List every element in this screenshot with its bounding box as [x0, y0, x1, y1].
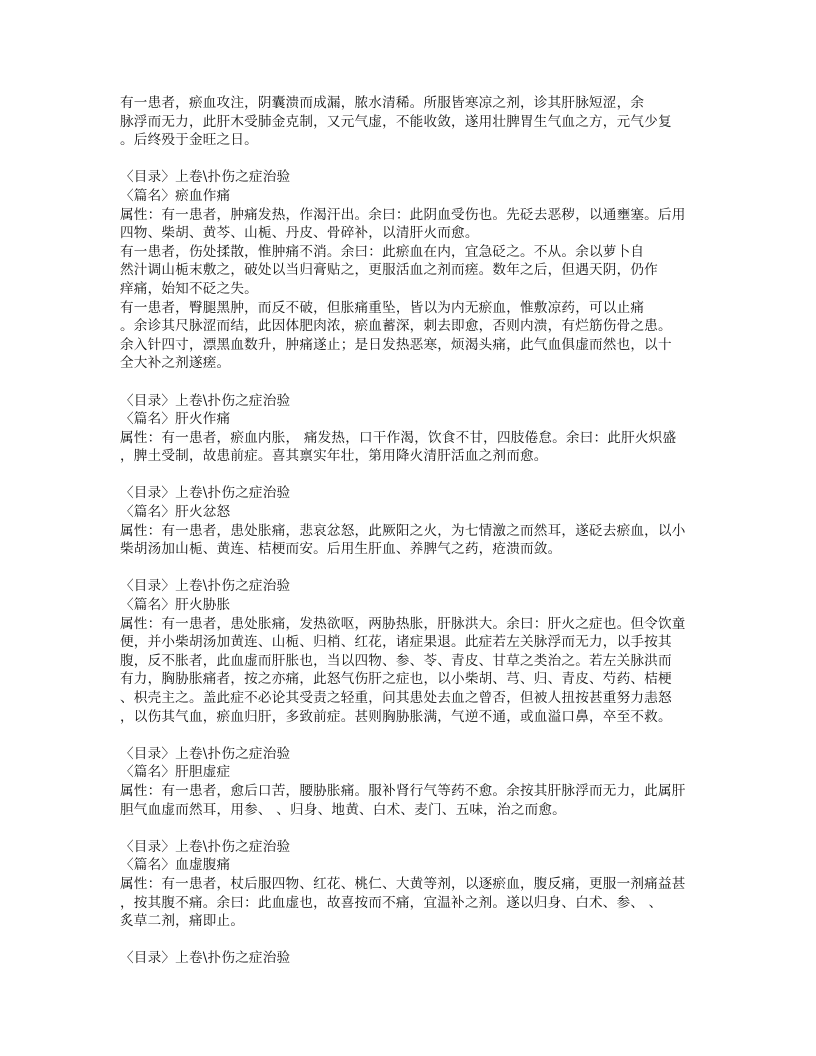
text-line: 有力，胸胁胀痛者，按之亦痛，此怒气伤肝之症也，以小柴胡、芎、归、青皮、芍药、桔梗 — [120, 671, 672, 688]
chapter-title: 〈篇名〉瘀血作痛 — [120, 187, 231, 204]
toc-heading: 〈目录〉上卷\扑伤之症治验 — [120, 838, 291, 855]
attribute-paragraph-line: 属性：有一患者，患处胀痛，悲哀忿怒，此厥阳之火，为七情激之而然耳，遂砭去瘀血，以小 — [120, 522, 686, 539]
attribute-paragraph-line: 属性：有一患者，杖后服四物、红花、桃仁、大黄等剂，以逐瘀血，腹反痛，更服一剂痛益甚 — [120, 875, 686, 892]
text-block — [120, 168, 700, 373]
text-line: 四物、柴胡、黄芩、山栀、丹皮、骨碎补，以清肝火而愈。 — [120, 225, 479, 242]
text-line: 全大补之剂遂瘥。 — [120, 355, 231, 372]
text-line: 痒痛，始知不砭之失。 — [120, 280, 258, 297]
text-block — [120, 577, 700, 726]
chapter-title: 〈篇名〉肝火忿怒 — [120, 504, 231, 521]
text-line: 然汁调山栀末敷之，破处以当归膏贴之，更服活血之剂而瘥。数年之后，但遇天阴，仍作 — [120, 262, 658, 279]
text-line: 有一患者，臀腿黑肿，而反不破，但胀痛重坠，皆以为内无瘀血，惟敷凉药，可以止痛 — [120, 299, 645, 316]
text-line: 炙草二剂，痛即止。 — [120, 913, 245, 930]
text-line: ，脾土受制，故患前症。喜其禀实年壮，第用降火清肝活血之剂而愈。 — [120, 448, 548, 465]
chapter-title: 〈篇名〉血虚腹痛 — [120, 857, 231, 874]
text-block — [120, 745, 700, 819]
text-line: 余入针四寸，漂黑血数升，肿痛遂止；是日发热恶寒，烦渴头痛，此气血俱虚而然也，以十 — [120, 336, 672, 353]
text-line: ，以伤其气血，瘀血归肝，多致前症。甚则胸胁胀满，气逆不通，或血溢口鼻，卒至不救。 — [120, 708, 672, 725]
text-line: 有一患者，瘀血攻注，阴囊溃而成漏，脓水清稀。所服皆寒凉之剂，诊其肝脉短涩，余 — [120, 95, 645, 111]
text-line: 胆气血虚而然耳，用参、 、归身、地黄、白术、麦门、五味，治之而愈。 — [120, 801, 566, 818]
text-block — [120, 392, 700, 466]
text-line: ，按其腹不痛。余曰：此血虚也，故喜按而不痛，宜温补之剂。遂以归身、白术、参、 、 — [120, 894, 663, 911]
attribute-paragraph-line: 属性：有一患者，患处胀痛，发热欲呕，两胁热胀，肝脉洪大。余曰：肝火之症也。但令饮童 — [120, 615, 686, 632]
toc-heading: 〈目录〉上卷\扑伤之症治验 — [120, 392, 291, 409]
text-block — [120, 949, 700, 968]
chapter-title: 〈篇名〉肝胆虚症 — [120, 764, 231, 781]
toc-heading: 〈目录〉上卷\扑伤之症治验 — [120, 950, 291, 967]
chapter-title: 〈篇名〉肝火作痛 — [120, 411, 231, 428]
text-block — [120, 838, 700, 931]
text-line: 腹，反不胀者，此血虚而肝胀也，当以四物、参、苓、青皮、甘草之类治之。若左关脉洪而 — [120, 652, 672, 669]
text-line: 柴胡汤加山栀、黄连、桔梗而安。后用生肝血、养脾气之药，疮溃而敛。 — [120, 541, 562, 558]
toc-heading: 〈目录〉上卷\扑伤之症治验 — [120, 485, 291, 502]
toc-heading: 〈目录〉上卷\扑伤之症治验 — [120, 169, 291, 186]
text-line: 便，并小柴胡汤加黄连、山栀、归梢、红花，诸症果退。此症若左关脉浮而无力，以手按其 — [120, 634, 672, 651]
attribute-paragraph-line: 属性：有一患者，肿痛发热，作渴汗出。余曰：此阴血受伤也。先砭去恶秽，以通壅塞。后用 — [120, 206, 686, 223]
chapter-title: 〈篇名〉肝火胁胀 — [120, 597, 231, 614]
text-line: 。后终殁于金旺之日。 — [120, 132, 258, 149]
text-block — [120, 94, 700, 150]
text-line: 、枳壳主之。盖此症不必论其受责之轻重，问其患处去血之曾否，但被人扭按甚重努力恚怒 — [120, 690, 672, 706]
toc-heading: 〈目录〉上卷\扑伤之症治验 — [120, 745, 291, 762]
document-page — [120, 94, 700, 987]
text-line: 。余诊其尺脉涩而结，此因体肥肉浓，瘀血蓄深，刺去即愈，否则内溃，有烂筋伤骨之患。 — [120, 318, 672, 335]
toc-heading: 〈目录〉上卷\扑伤之症治验 — [120, 578, 291, 595]
attribute-paragraph-line: 属性：有一患者，愈后口苦，腰胁胀痛。服补肾行气等药不愈。余按其肝脉浮而无力，此属肝 — [120, 782, 686, 799]
attribute-paragraph-line: 属性：有一患者，瘀血内胀， 痛发热，口干作渴，饮食不甘，四肢倦怠。余曰：此肝火炽盛 — [120, 429, 677, 446]
text-line: 脉浮而无力，此肝木受肺金克制，又元气虚，不能收敛，遂用壮脾胃生气血之方，元气少复 — [120, 113, 672, 130]
text-line: 有一患者，伤处揉散，惟肿痛不消。余曰：此瘀血在内，宜急砭之。不从。余以萝卜自 — [120, 243, 645, 260]
text-block — [120, 484, 700, 558]
